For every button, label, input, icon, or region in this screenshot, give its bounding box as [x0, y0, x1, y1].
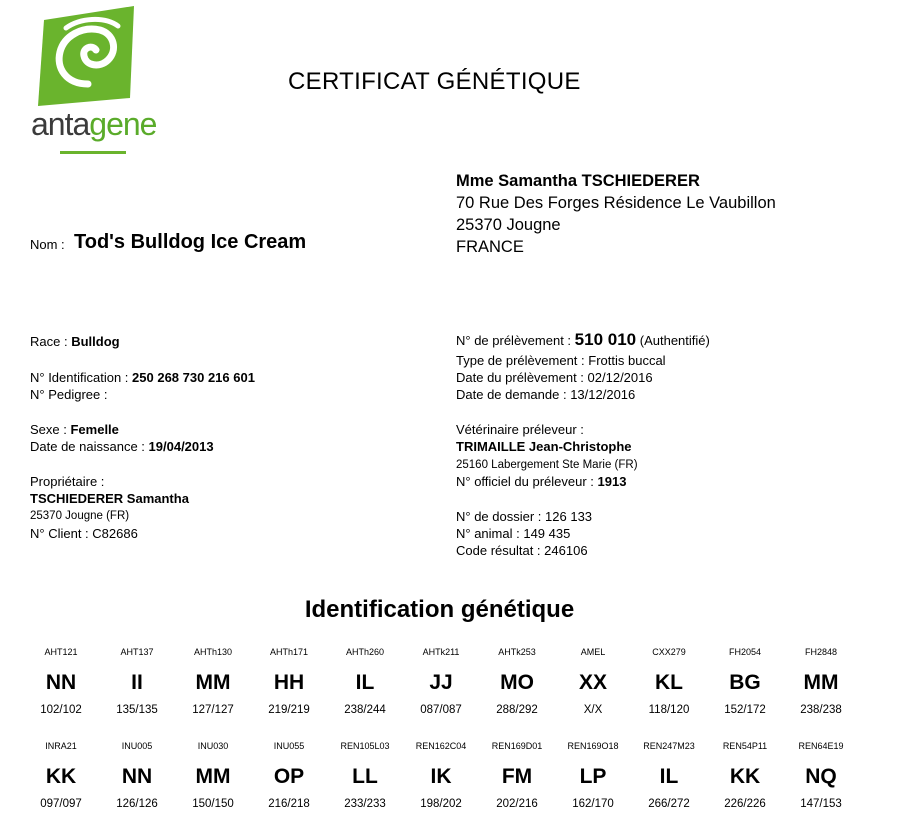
sample-type-line: Type de prélèvement : Frottis buccal [456, 353, 666, 368]
official-number-value: 1913 [597, 474, 627, 489]
document-title: CERTIFICAT GÉNÉTIQUE [288, 68, 581, 95]
birthdate-line: Date de naissance : 19/04/2013 [30, 439, 214, 454]
sexe-line: Sexe : Femelle [30, 422, 119, 437]
marker: AHT121 NN 102/102 [40, 647, 82, 716]
marker: REN162C04 IK 198/202 [415, 741, 467, 810]
marker: FH2054 BG 152/172 [724, 647, 766, 716]
marker: AHTh260 IL 238/244 [344, 647, 386, 716]
marker: AHTk253 MO 288/292 [496, 647, 538, 716]
vet-name: TRIMAILLE Jean-Christophe [456, 439, 632, 454]
prelevement-note: (Authentifié) [639, 333, 710, 348]
marker-row-2 [23, 740, 859, 811]
marker: AMEL XX X/X [578, 647, 607, 716]
result-code-line: Code résultat : 246106 [456, 543, 588, 558]
client-line: N° Client : C82686 [30, 526, 138, 541]
owner-address-line3: FRANCE [456, 238, 524, 256]
marker: INU030 MM 150/150 [192, 741, 234, 810]
vet-address: 25160 Labergement Ste Marie (FR) [456, 459, 638, 471]
identification-line: N° Identification : 250 268 730 216 601 [30, 370, 255, 385]
owner-address-line2: 25370 Jougne [456, 216, 561, 234]
marker: REN54P11 KK 226/226 [722, 741, 768, 810]
marker: REN169D01 FM 202/216 [491, 741, 543, 810]
prelevement-number: 510 010 [574, 330, 637, 349]
marker: AHTh171 HH 219/219 [268, 647, 310, 716]
race-line: Race : Bulldog [30, 334, 120, 349]
proprietaire-name: TSCHIEDERER Samantha [30, 491, 189, 506]
owner-address-block [456, 170, 776, 258]
marker: CXX279 KL 118/120 [648, 647, 690, 716]
prelevement-line: N° de prélèvement : 510 010 (Authentifié) [456, 330, 710, 349]
animal-line: N° animal : 149 435 [456, 526, 571, 541]
marker: AHT137 II 135/135 [116, 647, 158, 716]
pedigree-line: N° Pedigree : [30, 387, 108, 402]
marker: REN105L03 LL 233/233 [340, 741, 390, 810]
antagene-logo-icon [38, 6, 134, 106]
marker: FH2848 MM 238/238 [800, 647, 842, 716]
request-date-line: Date de demande : 13/12/2016 [456, 387, 636, 402]
sample-date-line: Date du prélèvement : 02/12/2016 [456, 370, 653, 385]
marker: REN247M23 IL 266/272 [643, 741, 695, 810]
dog-name-label: Nom : [30, 237, 65, 252]
marker: AHTh130 MM 127/127 [192, 647, 234, 716]
marker: INU055 OP 216/218 [268, 741, 310, 810]
dog-name: Tod's Bulldog Ice Cream [74, 231, 307, 253]
marker: AHTk211 JJ 087/087 [420, 647, 462, 716]
marker: INU005 NN 126/126 [116, 741, 158, 810]
logo-underline [60, 151, 126, 154]
owner-name: Mme Samantha TSCHIEDERER [456, 172, 700, 190]
dossier-line: N° de dossier : 126 133 [456, 509, 593, 524]
marker: REN169O18 LP 162/170 [567, 741, 619, 810]
proprietaire-label: Propriétaire : [30, 474, 105, 489]
marker: REN64E19 NQ 147/153 [798, 741, 844, 810]
race-value: Bulldog [71, 334, 120, 349]
identification-value: 250 268 730 216 601 [132, 370, 255, 385]
sexe-value: Femelle [70, 422, 119, 437]
marker: INRA21 KK 097/097 [40, 741, 82, 810]
official-number-line: N° officiel du préleveur : 1913 [456, 474, 627, 489]
owner-address-line1: 70 Rue Des Forges Résidence Le Vaubillon [456, 194, 776, 212]
proprietaire-address: 25370 Jougne (FR) [30, 510, 130, 522]
marker-row-1 [23, 646, 859, 717]
birthdate-value: 19/04/2013 [148, 439, 214, 454]
logo-wordmark: antagene [31, 106, 157, 142]
genetic-identification-title: Identification génétique [304, 596, 575, 623]
client-value: C82686 [92, 526, 138, 541]
vet-label: Vétérinaire préleveur : [456, 422, 584, 437]
